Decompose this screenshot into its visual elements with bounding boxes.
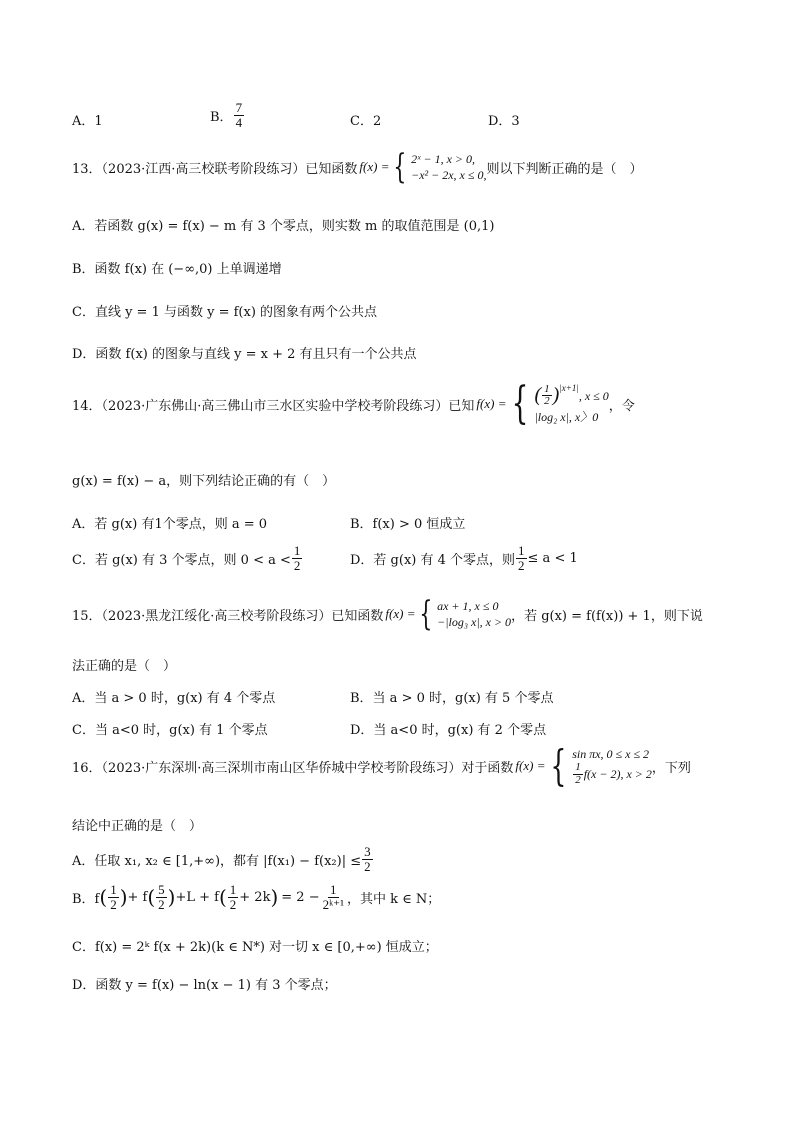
q15-stem	[72, 594, 703, 634]
q16-b-mid2: +L + f	[175, 889, 219, 905]
q14-c-num: 1	[293, 543, 301, 558]
q14-d-num: 1	[518, 543, 525, 558]
q15-stem-pre: 15．（2023·黑龙江绥化·高三校考阶段练习）已知函数	[72, 608, 384, 624]
q14-option-c-frac	[292, 544, 303, 572]
q13-stem-post: 则以下判断正确的是（ ）	[486, 161, 643, 177]
q13-option-c: C．直线 y = 1 与函数 y = f(x) 的图象有两个公共点	[72, 305, 378, 320]
q14-fx: f(x) =	[476, 396, 507, 411]
q15-brace: {	[419, 594, 433, 634]
q16-b-frac-r	[321, 883, 346, 911]
q12-option-a: A．1	[72, 114, 103, 129]
q16-line2: 结论中正确的是（ ）	[72, 819, 203, 834]
q16-case2-num: 1	[575, 761, 581, 774]
q13-option-a: A．若函数 g(x) = f(x) − m 有 3 个零点，则实数 m 的取值范围是 (0,1)	[72, 219, 495, 234]
q13-stem-pre: 13．（2023·江西·高三校联考阶段练习）已知函数	[72, 161, 358, 177]
q13-option-b: B．函数 f(x) 在 (−∞,0) 上单调递增	[72, 262, 282, 277]
q12-option-d: D．3	[488, 114, 520, 129]
q16-case2-frac	[573, 762, 583, 786]
q14-stem-pre: 14．（2023·广东佛山·高三佛山市三水区实验中学校考阶段练习）已知	[72, 398, 475, 414]
q15-case1: ax + 1, x ≤ 0	[437, 598, 499, 613]
q16-b-t2-num: 5	[158, 882, 165, 897]
q15-fx: f(x) =	[385, 606, 416, 621]
q16-b-post: ，其中 k ∈ N；	[346, 891, 441, 907]
q14-case2: |log₂ x|, x〉0	[534, 410, 599, 425]
q15-option-d: D．当 a<0 时，g(x) 有 2 个零点	[350, 723, 547, 738]
q16-b-t2-den: 2	[158, 896, 165, 912]
q14-cases	[534, 382, 608, 425]
q16-b-frac2	[156, 883, 167, 911]
q14-brace: {	[512, 378, 529, 429]
q16-b-t3-den: 2	[229, 896, 237, 912]
q16-stem-pre: 16．（2023·广东深圳·高三深圳市南山区华侨城中学校考阶段练习）对于函数	[72, 760, 514, 776]
q14-c-den: 2	[293, 557, 301, 573]
q16-stem	[72, 741, 691, 790]
q15-option-c: C．当 a<0 时，g(x) 有 1 个零点	[72, 723, 268, 738]
q14-line2: g(x) = f(x) − a，则下列结论正确的有（ ）	[72, 474, 336, 489]
q14-d-den: 2	[518, 557, 525, 573]
q16-cases	[572, 746, 652, 786]
q14-case1-base-num: 1	[544, 382, 550, 395]
q12-option-c: C．2	[350, 114, 382, 129]
q14-option-d-text: D．若 g(x) 有 4 个零点，则	[350, 552, 516, 568]
q14-option-c-text: C．若 g(x) 有 3 个零点，则 0 < a <	[72, 552, 291, 568]
q16-b-t3-post: + 2k	[239, 889, 271, 905]
q16-b-frac1	[108, 883, 119, 911]
q14-case1-exp: |x+1|	[559, 383, 579, 394]
q15-line2: 法正确的是（ ）	[72, 659, 177, 674]
q16-b-t1-den: 2	[110, 896, 117, 912]
q16-b-frac3	[228, 883, 239, 911]
q14-case1-base-den: 2	[544, 395, 550, 408]
q16-b-paren2-close: )	[167, 885, 176, 910]
q14-case1	[534, 382, 608, 409]
q16-case1: sin πx, 0 ≤ x ≤ 2	[572, 746, 650, 761]
q16-option-c: C．f(x) = 2ᵏ f(x + 2k)(k ∈ N*) 对一切 x ∈ [0,+∞) 恒成立；	[72, 940, 438, 955]
q15-stem-post: ，若 g(x) = f(f(x)) + 1，则下说	[511, 608, 703, 624]
q15-option-a: A．当 a > 0 时，g(x) 有 4 个零点	[72, 691, 276, 706]
q16-b-paren1-close: )	[119, 885, 128, 910]
q16-b-eq: = 2 −	[281, 889, 320, 905]
q16-b-pre: B．f	[72, 891, 100, 907]
q13-stem	[72, 147, 643, 187]
q16-a-num: 3	[364, 844, 371, 859]
q14-paren-right: )	[552, 384, 560, 407]
q12-option-b-fraction	[234, 101, 245, 129]
q16-option-a-frac	[362, 845, 373, 873]
q16-b-paren3-close: )	[270, 885, 279, 910]
q16-brace: {	[550, 741, 567, 790]
q16-b-t3-num: 1	[229, 882, 237, 897]
q14-option-a: A．若 g(x) 有1个零点，则 a = 0	[72, 517, 268, 532]
q12-b-num: 7	[235, 100, 243, 115]
q16-case2-den: 2	[575, 773, 581, 786]
q16-b-paren3: (	[218, 885, 227, 910]
q16-b-t1-num: 1	[110, 882, 117, 897]
q16-option-a-text: A．任取 x₁, x₂ ∈ [1,+∞)，都有 |f(x₁) − f(x₂)| ≤	[72, 853, 362, 869]
q14-case1-base	[542, 384, 552, 408]
q13-fx: f(x) =	[359, 159, 390, 174]
q14-stem-post: ，令	[608, 398, 635, 414]
q13-cases	[411, 151, 486, 183]
q16-b-r-den: 2ᵏ⁺¹	[322, 896, 344, 912]
q14-stem	[72, 378, 635, 429]
q14-paren-left: (	[534, 384, 542, 407]
q16-option-a	[72, 845, 374, 873]
q14-option-c	[72, 544, 303, 572]
q16-a-den: 2	[364, 858, 371, 874]
q13-option-d: D．函数 f(x) 的图象与直线 y = x + 2 有且只有一个公共点	[72, 347, 417, 362]
q16-b-paren1: (	[99, 885, 108, 910]
q16-option-b	[72, 883, 440, 911]
q15-cases	[437, 598, 511, 630]
q16-fx: f(x) =	[515, 758, 546, 773]
q14-option-d-frac	[516, 544, 527, 572]
q12-b-den: 4	[235, 114, 243, 130]
q14-option-b: B．f(x) > 0 恒成立	[350, 517, 466, 532]
q14-option-d-post: ≤ a < 1	[527, 550, 578, 566]
q16-case2	[572, 762, 652, 786]
q14-option-d	[350, 544, 578, 572]
q16-stem-post: ，下列	[651, 760, 691, 776]
q16-b-mid1: + f	[127, 889, 148, 905]
q15-case2: −|log₃ x|, x > 0	[437, 615, 512, 629]
q15-option-b: B．当 a > 0 时，g(x) 有 5 个零点	[350, 691, 554, 706]
q13-case2: −x² − 2x, x ≤ 0,	[411, 168, 487, 182]
q16-option-d: D．函数 y = f(x) − ln(x − 1) 有 3 个零点；	[72, 978, 337, 993]
q16-b-paren2: (	[147, 885, 156, 910]
q14-case1-cond: , x ≤ 0	[578, 388, 609, 403]
q16-case2-post: f(x − 2), x > 2	[583, 767, 652, 781]
q13-brace: {	[393, 147, 407, 187]
q12-option-b-label: B．	[210, 109, 233, 125]
q13-case1: 2ˣ − 1, x > 0,	[411, 151, 476, 166]
q16-b-r-num: 1	[330, 882, 337, 897]
q12-option-b	[210, 101, 245, 129]
